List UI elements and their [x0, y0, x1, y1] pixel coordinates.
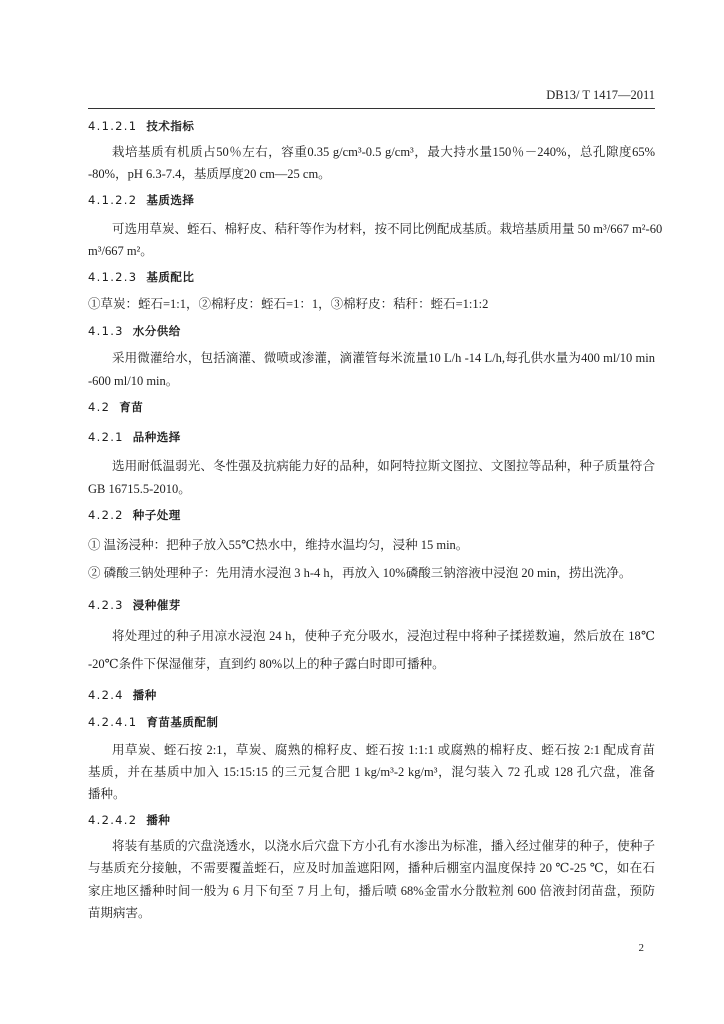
section-title: 播种: [146, 813, 171, 827]
section-heading: [88, 190, 194, 210]
section-title: 育苗: [119, 400, 144, 414]
body-line: 用草炭、蛭石按 2:1，草炭、腐熟的棉籽皮、蛭石按 1:1:1 或腐熟的棉籽皮、蛭石按 2:1 配成育苗: [112, 743, 655, 757]
section-heading: [88, 810, 170, 830]
section-number: 4.1.2.2: [88, 193, 138, 207]
list-item: ② 磷酸三钠处理种子：先用清水浸泡 3 h-4 h，再放入 10%磷酸三钠溶液中浸泡 20 min，捞出洗净。: [88, 566, 632, 580]
body-line: m³/667 m²。: [88, 244, 153, 258]
body-line: 选用耐低温弱光、冬性强及抗病能力好的品种，如阿特拉斯文图拉、文图拉等品种，种子质量符合: [112, 459, 655, 473]
body-line: GB 16715.5-2010。: [88, 482, 191, 496]
section-heading: [88, 267, 194, 287]
section-title: 基质选择: [146, 193, 195, 207]
section-title: 技术指标: [146, 119, 195, 133]
body-line: 苗期病害。: [88, 906, 151, 920]
section-heading: [88, 595, 181, 615]
section-title: 育苗基质配制: [146, 715, 219, 729]
section-heading: [88, 116, 194, 136]
body-line: 基质，并在基质中加入 15:15:15 的三元复合肥 1 kg/m³-2 kg/m³，混匀装入 72 孔或 128 孔穴盘，准备: [88, 765, 655, 779]
section-heading: [88, 427, 181, 447]
section-number: 4.2.3: [88, 598, 124, 612]
standard-code: DB13/ T 1417—2011: [546, 88, 655, 102]
body-line: 栽培基质有机质占50％左右，容重0.35 g/cm³-0.5 g/cm³，最大持水量150％－240%，总孔隙度65%: [112, 145, 655, 159]
section-title: 基质配比: [146, 270, 195, 284]
body-line: 将装有基质的穴盘浇透水，以浇水后穴盘下方小孔有水渗出为标准，播入经过催芽的种子，使种子: [112, 839, 655, 853]
page-number: 2: [638, 942, 644, 954]
section-title: 播种: [132, 688, 157, 702]
section-heading: [88, 321, 181, 341]
section-number: 4.2.4.2: [88, 813, 138, 827]
section-number: 4.2: [88, 400, 111, 414]
section-title: 浸种催芽: [132, 598, 181, 612]
section-number: 4.2.4: [88, 688, 124, 702]
section-title: 水分供给: [132, 324, 181, 338]
body-line: 播种。: [88, 787, 126, 801]
body-line: 与基质充分接触，不需要覆盖蛭石，应及时加盖遮阳网，播种后棚室内温度保持 20 ℃-25 ℃，如在石: [88, 861, 655, 875]
list-item: ① 温汤浸种：把种子放入55℃热水中，维持水温均匀，浸种 15 min。: [88, 538, 469, 552]
body-line: -80%，pH 6.3-7.4，基质厚度20 cm—25 cm。: [88, 167, 331, 181]
body-line: -600 ml/10 min。: [88, 374, 179, 388]
body-line: ①草炭：蛭石=1:1，②棉籽皮：蛭石=1：1，③棉籽皮：秸秆：蛭石=1:1:2: [88, 297, 489, 311]
section-number: 4.1.2.1: [88, 119, 138, 133]
section-heading: [88, 505, 181, 525]
section-number: 4.2.4.1: [88, 715, 138, 729]
section-heading: [88, 712, 218, 732]
section-heading: [88, 685, 157, 705]
body-line: 采用微灌给水，包括滴灌、微喷或渗灌，滴灌管每米流量10 L/h -14 L/h,每孔供水量为400 ml/10 min: [112, 351, 655, 365]
body-line: 可选用草炭、蛭石、棉籽皮、秸秆等作为材料，按不同比例配成基质。栽培基质用量 50 m³/667 m²-60: [112, 222, 663, 236]
section-number: 4.1.2.3: [88, 270, 138, 284]
header-rule: [88, 108, 655, 109]
section-heading: [88, 397, 143, 417]
section-title: 品种选择: [132, 430, 181, 444]
section-number: 4.2.1: [88, 430, 124, 444]
body-line: 将处理过的种子用凉水浸泡 24 h，使种子充分吸水，浸泡过程中将种子揉搓数遍，然后放在 18℃: [112, 629, 655, 643]
body-line: 家庄地区播种时间一般为 6 月下旬至 7 月上旬，播后喷 68%金雷水分散粒剂 600 倍液封闭苗盘，预防: [88, 884, 655, 898]
section-title: 种子处理: [132, 508, 181, 522]
body-line: -20℃条件下保湿催芽，直到约 80%以上的种子露白时即可播种。: [88, 657, 445, 671]
section-number: 4.2.2: [88, 508, 124, 522]
section-number: 4.1.3: [88, 324, 124, 338]
